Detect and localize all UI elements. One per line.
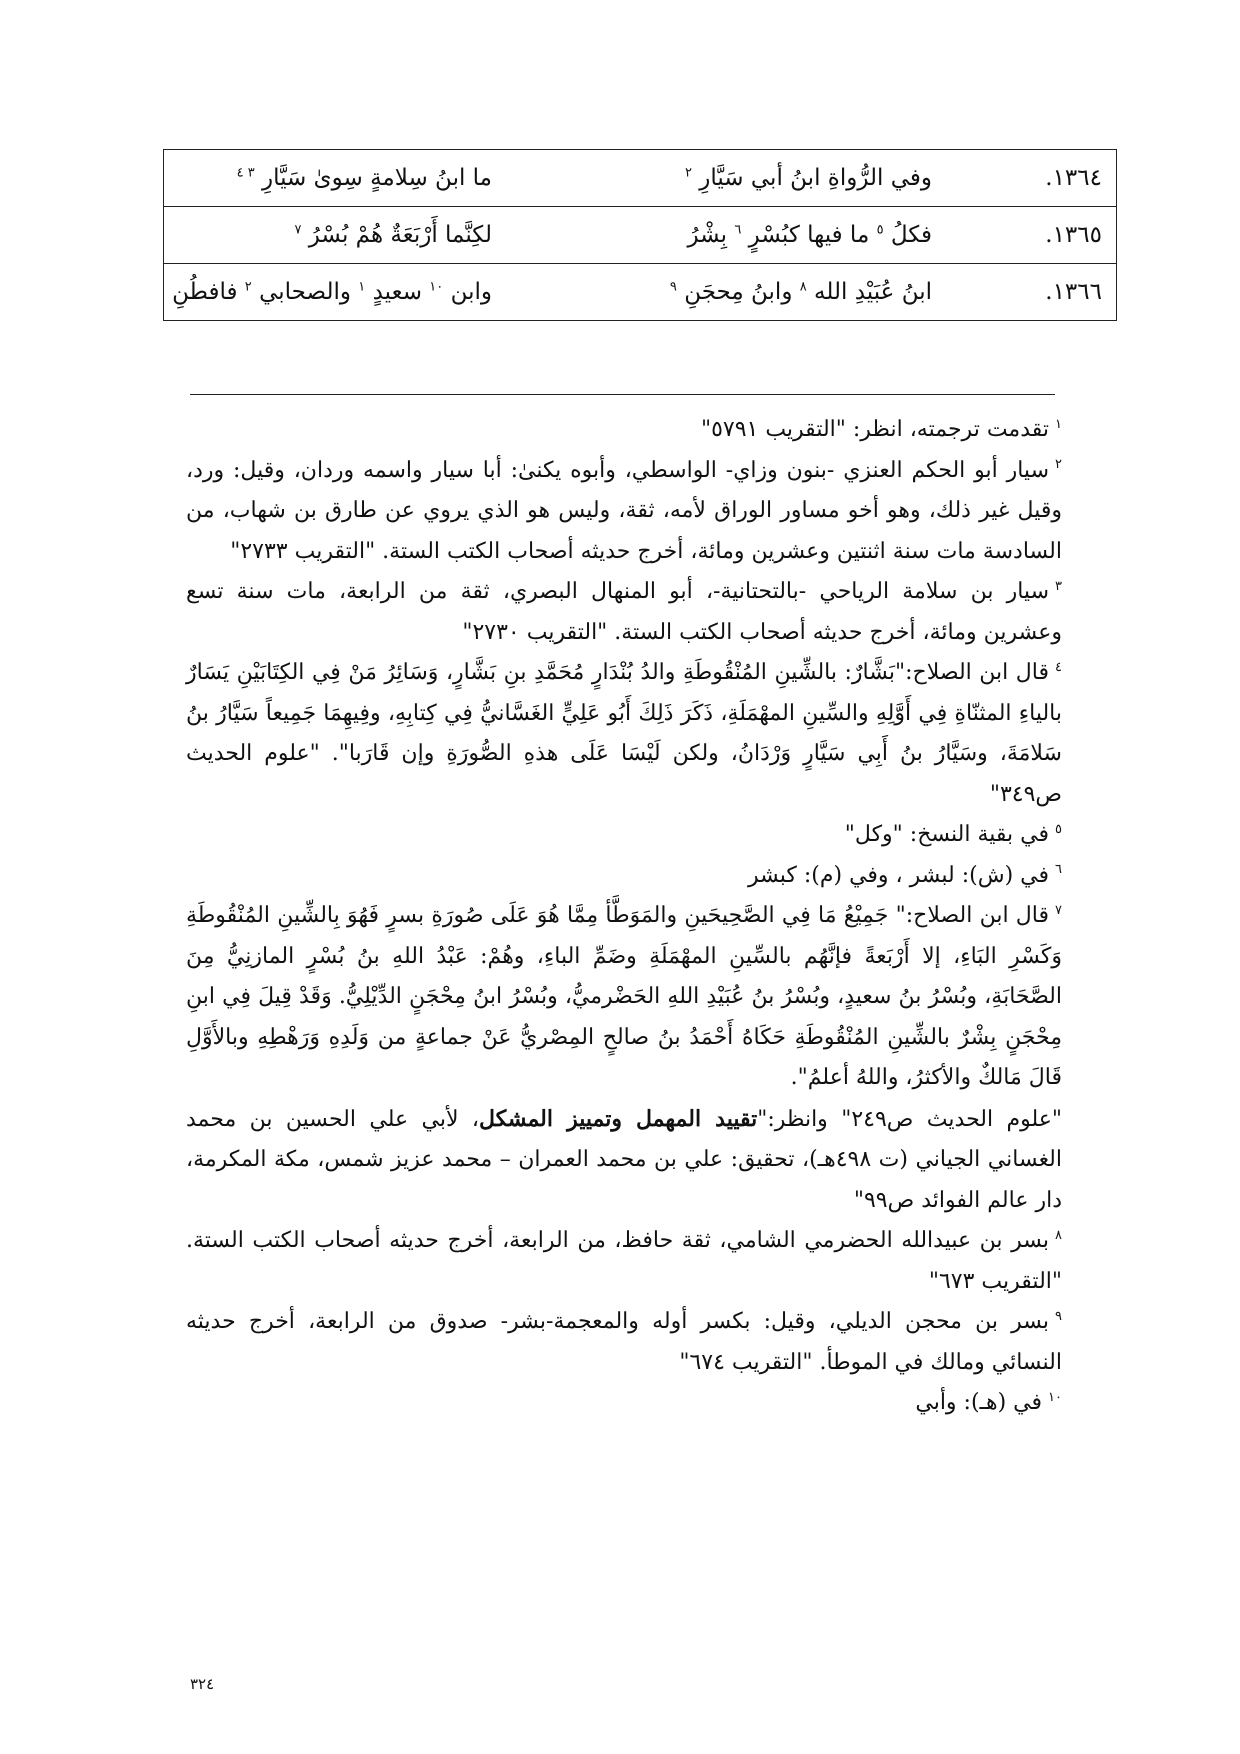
footnote (186, 896, 1062, 1099)
footnote-text: في (ش): لبشر ، وفي (م): كبشر (748, 862, 1050, 888)
footnote-text: تقدمت ترجمته، انظر: "التقريب ٥٧٩١" (700, 417, 1050, 442)
hemistich-text: وفي الرُّواةِ ابنُ أبي سَيَّارِ (699, 165, 932, 191)
hemistich-text: بِشْرُ (687, 222, 728, 248)
hemistich-text: ما فيها كبُسْرٍ (748, 222, 870, 248)
footnote-ref: ١ (358, 279, 366, 295)
footnote-ref: ٩ (669, 279, 677, 295)
footnote-number: ٢ (1055, 457, 1062, 473)
footnote-ref: ٨ (799, 279, 807, 295)
footnote-number: ٨ (1055, 1227, 1062, 1243)
footnote-number: ٩ (1055, 1308, 1062, 1324)
footnote-ref: ٦ (734, 222, 742, 238)
book-title: تقييد المهمل وتمييز المشكل (479, 1105, 758, 1132)
hemistich-text: وابنُ مِحجَنِ (684, 279, 793, 305)
footnote-text: ، لأبي علي الحسين بن محمد الغساني الجياني (ت ٤٩٨هـ)، تحقيق: علي بن محمد العمران – محمد عزيز شمس، مكة المكرمة، دار عالم الفوائد ص٩٩" (186, 1106, 1062, 1213)
verse-second-hemistich (164, 150, 533, 207)
verse-row (164, 264, 1117, 321)
footnote-text: في (هـ): وأبي (915, 1390, 1043, 1415)
footnote-text: "علوم الحديث ص٢٤٩" وانظر:" (757, 1106, 1063, 1132)
footnote-text: قال ابن الصلاح:"بَشَّارٌ: بالشِّينِ المُنْقُوطَةِ والدُ بُنْدَارٍ مُحَمَّدِ بنِ بَشَّارٍ، وَسَائِرُ مَنْ فِي الكِتَابَيْنِ يَسَارٌ بالياءِ المثنّاةِ فِي أَوَّلِهِ والسِّينِ المهْمَلَةِ، ذَكَرَ ذَلِكَ أَبُو عَلِيٍّ الغَسَّانيُّ فِي كِتابِهِ، وفِيهِمَا جَمِيعاً سَيَّارُ بنُ سَلامَةَ، وسَيَّارُ بنُ أَبِي سَيَّارٍ وَرْدَانُ، ولكن لَيْسَا عَلَى هذهِ الصُّورَةِ وإن قَارَبا". "علوم الحديث ص٣٤٩" (186, 660, 1062, 807)
footnote (186, 1383, 1062, 1424)
footnote-number: ١٠ (1048, 1389, 1062, 1405)
footnote (186, 653, 1062, 815)
footnote-ref: ٧ (294, 222, 302, 238)
hemistich-text: والصحابي (259, 279, 351, 305)
footnote-text: سيار بن سلامة الرياحي -بالتحتانية-، أبو المنهال البصري، ثقة من الرابعة، مات سنة تسع وعشرين ومائة، أخرج حديثه أصحاب الكتب الستة. "التقريب ٢٧٣٠" (186, 579, 1062, 645)
verse-number: ١٣٦٦. (962, 264, 1117, 321)
hemistich-text: ما ابنُ سِلامةٍ سِوىٰ سَيَّارِ (262, 165, 492, 191)
footnote-text: قال ابن الصلاح:" جَمِيْعُ مَا فِي الصَّحِيحَينِ والمَوَطَّأ مِمَّا هُوَ عَلَى صُورَةِ بسرٍ فَهُوَ بِالشِّينِ المُنْقُوطَةِ وَكَسْرِ البَاءِ، إلا أَرْبَعةً فإنَّهُم بالسِّينِ المهْمَلَةِ وضَمِّ الباءِ، وهُمْ: عَبْدُ اللهِ بنُ بُسْرٍ المازنِيُّ مِنَ الصَّحَابَةِ، وبُسْرُ بنُ سعيدٍ، وبُسْرُ بنُ عُبَيْدِ اللهِ الحَضْرميُّ، وبُسْرُ ابنُ مِحْجَنٍ الدِّيْلِيُّ. وَقَدْ قِيلَ فِي ابنِ مِحْجَنٍ بِشْرٌ بالشِّينِ المُنْقُوطَةِ حَكَاهُ أَحْمَدُ بنُ صالحٍ المِصْريُّ عَنْ جماعةٍ من وَلَدِهِ وَرَهْطِهِ وبالأَوَّلِ قَالَ مَالكٌ والأكثرُ، واللهُ أعلمُ". (186, 903, 1062, 1090)
verse-table (163, 149, 1117, 321)
hemistich-text: ابنُ عُبَيْدِ الله (814, 279, 932, 305)
footnote-text: بسر بن محجن الديلي، وقيل: بكسر أوله والمعجمة-بشر- صدوق من الرابعة، أخرج حديثه النسائي ومالك في الموطأ. "التقريب ٦٧٤" (186, 1309, 1062, 1375)
hemistich-text: سعيدٍ (372, 279, 422, 305)
footnote (186, 815, 1062, 856)
footnote (186, 1221, 1062, 1302)
hemistich-text: لكِنَّما أَرْبَعَةٌ هُمْ بُسْرُ (308, 222, 492, 248)
footnote (186, 856, 1062, 897)
verse-first-hemistich (532, 264, 962, 321)
footnote-number: ٦ (1055, 862, 1062, 878)
footnote-ref: ١٠ (429, 279, 444, 295)
footnote-separator (190, 394, 1055, 395)
footnote-ref: ٢ (244, 279, 252, 295)
hemistich-text: وابن (450, 279, 492, 305)
footnote (186, 572, 1062, 653)
footnote-text: بسر بن عبيدالله الحضرمي الشامي، ثقة حافظ، من الرابعة، أخرج حديثه أصحاب الكتب الستة. "التقريب ٦٧٣" (186, 1228, 1062, 1294)
verse-second-hemistich (164, 264, 533, 321)
footnote-ref: ٥ (876, 222, 884, 238)
verse-row (164, 150, 1117, 207)
footnote-number: ٧ (1055, 902, 1062, 918)
verse-first-hemistich (532, 207, 962, 264)
footnote-number: ٥ (1055, 821, 1062, 837)
footnote-text: في بقية النسخ: "وكل" (844, 822, 1050, 847)
footnote (186, 1302, 1062, 1383)
footnote (186, 410, 1062, 451)
verse-second-hemistich (164, 207, 533, 264)
verse-number: ١٣٦٥. (962, 207, 1117, 264)
footnote-ref: ٢ (684, 165, 692, 181)
verse-first-hemistich (532, 150, 962, 207)
footnote-number: ٤ (1055, 659, 1062, 675)
footnote (186, 451, 1062, 573)
hemistich-text: فافطُنِ (172, 279, 238, 305)
footnotes (186, 410, 1062, 1424)
footnote-ref: ٣ ٤ (236, 165, 255, 181)
verse-row (164, 207, 1117, 264)
page-number: ٣٢٤ (190, 1675, 215, 1693)
footnote-number: ١ (1055, 416, 1062, 432)
footnote-number: ٣ (1055, 578, 1062, 594)
footnote-continuation (186, 1099, 1062, 1222)
footnote-text: سيار أبو الحكم العنزي -بنون وزاي- الواسطي، وأبوه يكنىٰ: أبا سيار واسمه وردان، وقيل: ورد، وقيل غير ذلك، وهو أخو مساور الوراق لأمه، ثقة، وليس هو الذي يروي عن طارق بن شهاب، من السادسة مات سنة اثنتين وعشرين ومائة، أخرج حديثه أصحاب الكتب الستة. "التقريب ٢٧٣٣" (186, 457, 1062, 564)
hemistich-text: فكلُ (890, 222, 932, 248)
verse-number: ١٣٦٤. (962, 150, 1117, 207)
